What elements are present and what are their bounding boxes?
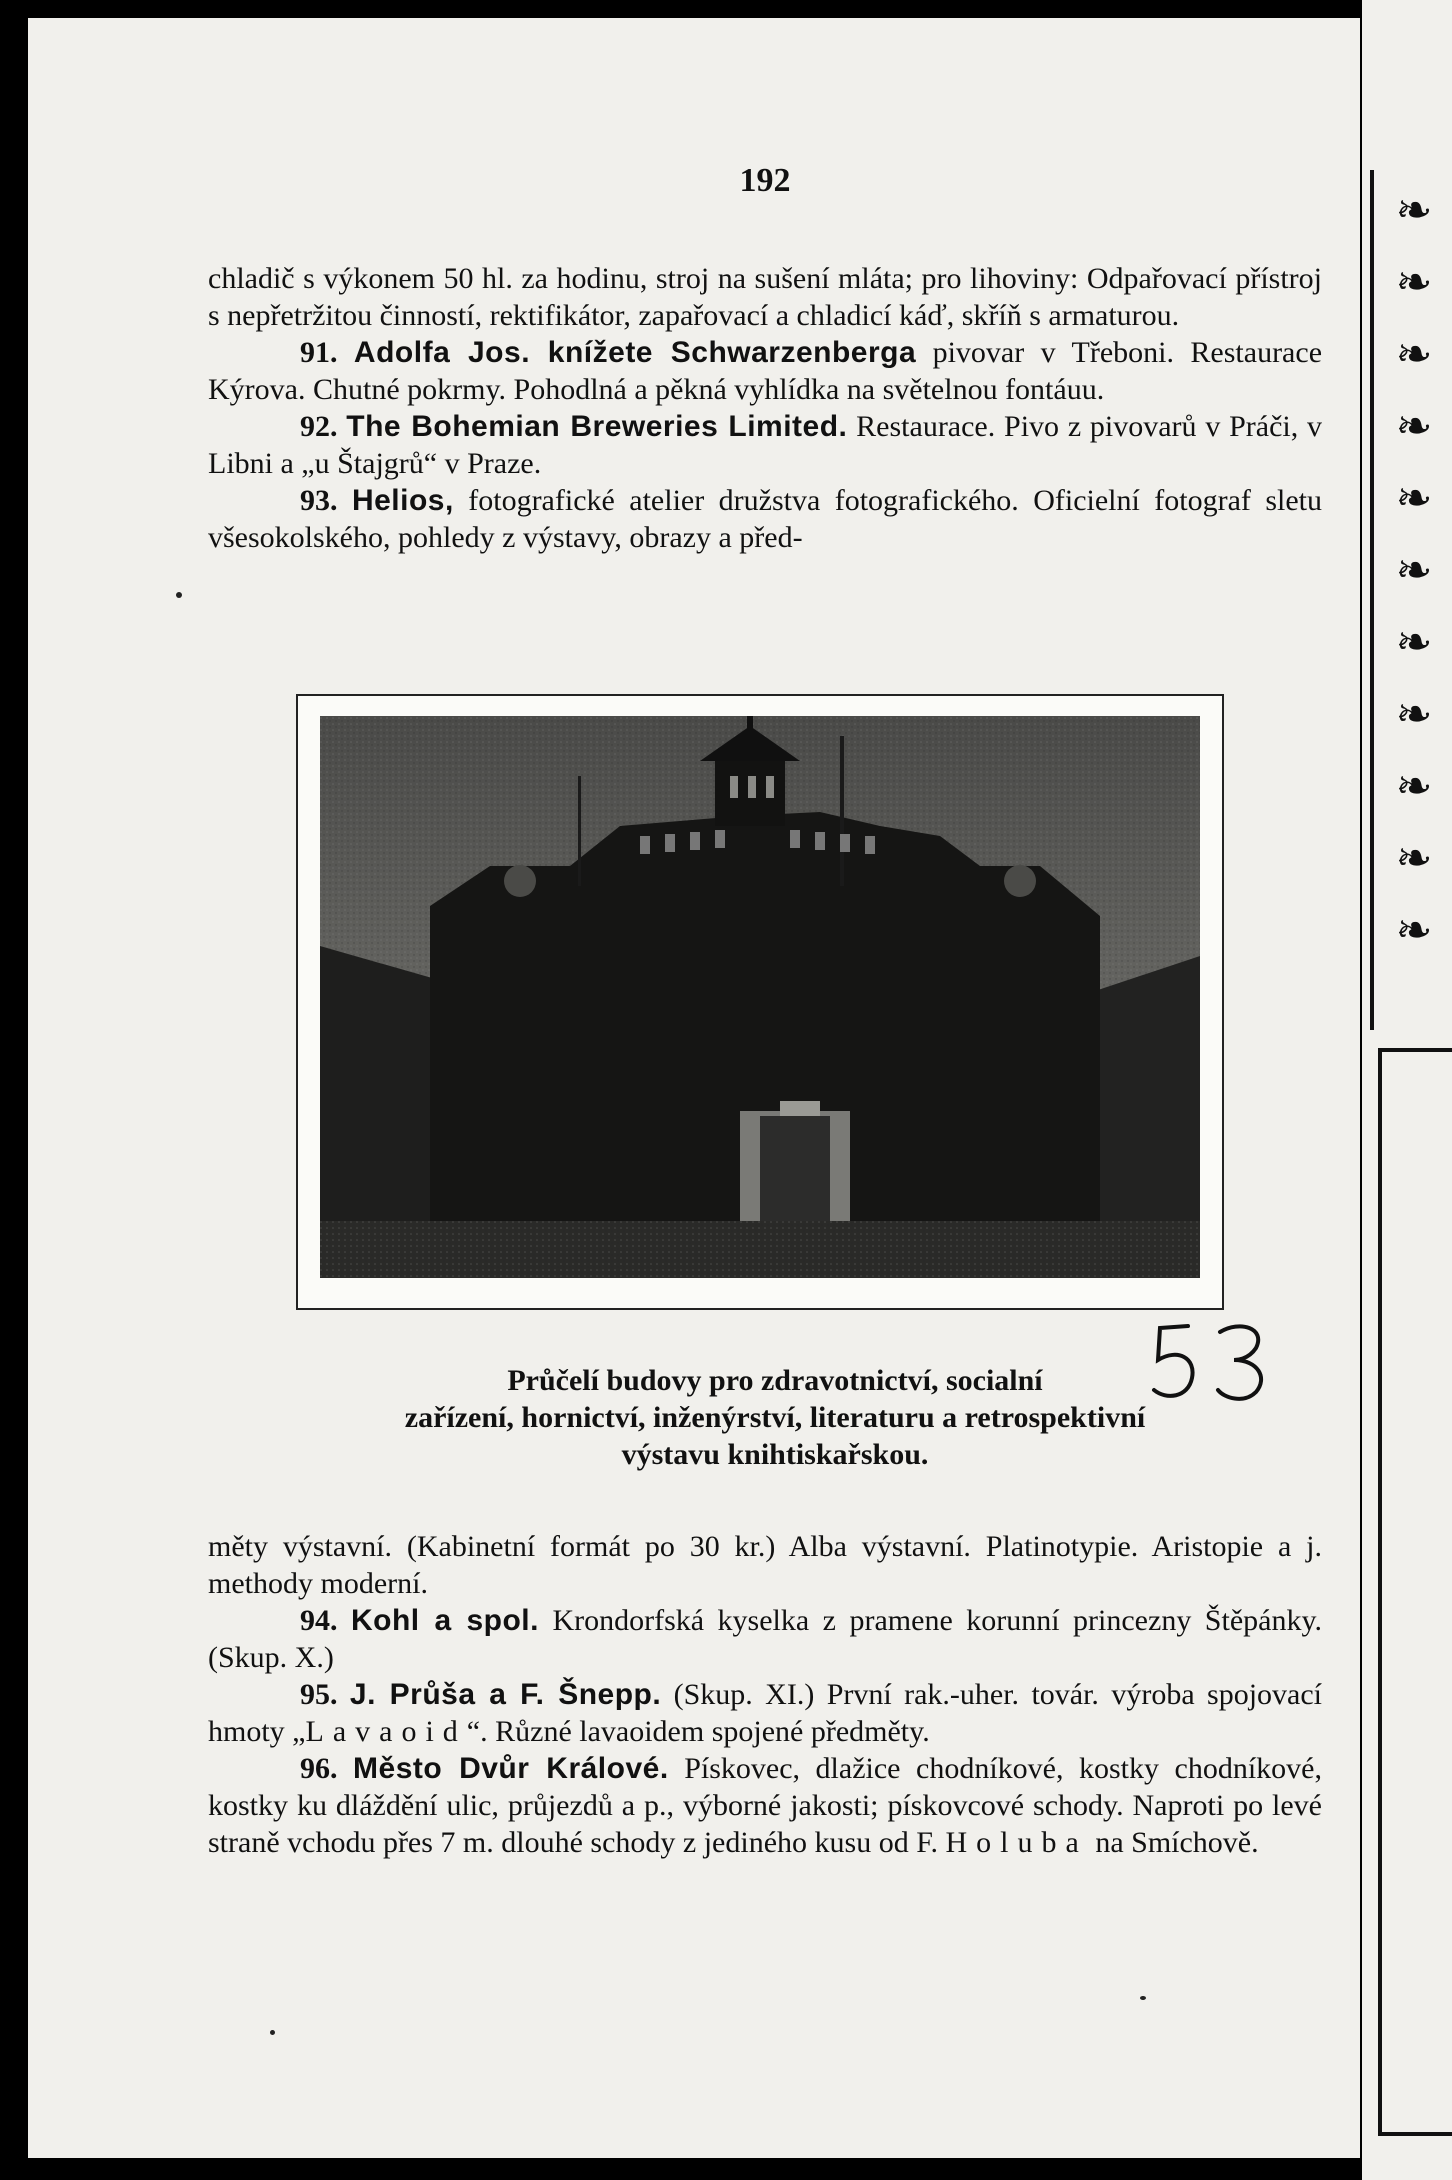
spaced-word: Lavaoid [305, 1715, 467, 1748]
ornament-icon: ❧ [1395, 905, 1433, 956]
firm-name: Helios, [351, 484, 454, 517]
firm-name: Město Dvůr Králové. [353, 1752, 669, 1785]
photo-caption [270, 1362, 1280, 1473]
photograph [296, 694, 1224, 1310]
entry-93: 93. Helios, fotografické atelier družstva fotografického. Oficielní fotograf sletu všesokolského, pohledy z výstavy, obrazy a před- [208, 484, 1323, 554]
firm-name: The Bohemian Breweries Limited. [346, 410, 848, 443]
ornament-icon: ❧ [1395, 185, 1433, 236]
ornament-icon: ❧ [1395, 689, 1433, 740]
building-facade-photo [320, 716, 1200, 1278]
handwritten-number-53 [1148, 1318, 1318, 1408]
text-block-bottom [208, 1528, 1322, 1861]
paper-speck [270, 2030, 275, 2035]
entry-92: 92. The Bohemian Breweries Limited. Restaurace. Pivo z pivovarů v Práči, v Libni a „u Štajgrů“ v Praze. [208, 410, 1323, 480]
ornament-icon: ❧ [1395, 833, 1433, 884]
entry-91: 91. Adolfa Jos. knížete Schwarzenberga pivovar v Třeboni. Restaurace Kýrova. Chutné pokrmy. Pohodlná a pěkná vyhlídka na světelnou fontáuu. [208, 336, 1323, 406]
caption-line: zařízení, hornictví, inženýrství, literaturu a retrospektivní [404, 1401, 1146, 1434]
ornament-icon: ❧ [1395, 329, 1433, 380]
entry-94: 94. Kohl a spol. Krondorfská kyselka z pramene korunní princezny Štěpánky. (Skup. X.) [208, 1604, 1323, 1674]
ornament-icon: ❧ [1395, 473, 1433, 524]
paper-speck [176, 592, 182, 598]
text-block-top [208, 260, 1322, 556]
ornament-icon: ❧ [1395, 617, 1433, 668]
firm-name: J. Průša a F. Šnepp. [349, 1678, 662, 1711]
ornament-icon: ❧ [1395, 257, 1433, 308]
caption-line: výstavu knihtiskařskou. [621, 1438, 929, 1471]
paragraph-continued: chladič s výkonem 50 hl. za hodinu, stroj na sušení mláta; pro lihoviny: Odpařovací přístroj s nepřetržitou činností, rektifikátor, zapařovací a chladicí káď, skříň s armaturou. [208, 262, 1322, 332]
entry-96: 96. Město Dvůr Králové. Pískovec, dlažice chodníkové, kostky chodníkové, kostky ku dláždění ulic, průjezdů a p., výborné jakosti; pískovcové schody. Naproti po levé straně vchodu přes 7 m. dlouhé schody z jediného kusu od F. Holuba na Smíchově. [208, 1752, 1322, 1859]
adjacent-page-strip [1362, 0, 1452, 2180]
ornament-icon: ❧ [1395, 761, 1433, 812]
page-number: 192 [739, 162, 791, 199]
entry-93-continued: měty výstavní. (Kabinetní formát po 30 kr.) Alba výstavní. Platinotypie. Aristopie a j. methody moderní. [208, 1530, 1322, 1600]
paper-speck [1140, 1996, 1146, 2000]
caption-line: Průčelí budovy pro zdravotnictví, socialní [507, 1364, 1043, 1397]
strip-rule [1370, 170, 1374, 1030]
ornament-icon: ❧ [1395, 545, 1433, 596]
spaced-word: Holuba [945, 1826, 1088, 1859]
ornament-icon: ❧ [1395, 401, 1433, 452]
firm-name: Kohl a spol. [350, 1604, 539, 1637]
firm-name: Adolfa Jos. knížete Schwarzenberga [353, 336, 917, 369]
ornamental-border [1376, 175, 1452, 1025]
entry-95: 95. J. Průša a F. Šnepp. (Skup. XI.) První rak.-uher. továr. výroba spojovací hmoty „Lavaoid“. Různé lavaoidem spojené předměty. [208, 1678, 1322, 1748]
strip-frame [1378, 1048, 1452, 2136]
